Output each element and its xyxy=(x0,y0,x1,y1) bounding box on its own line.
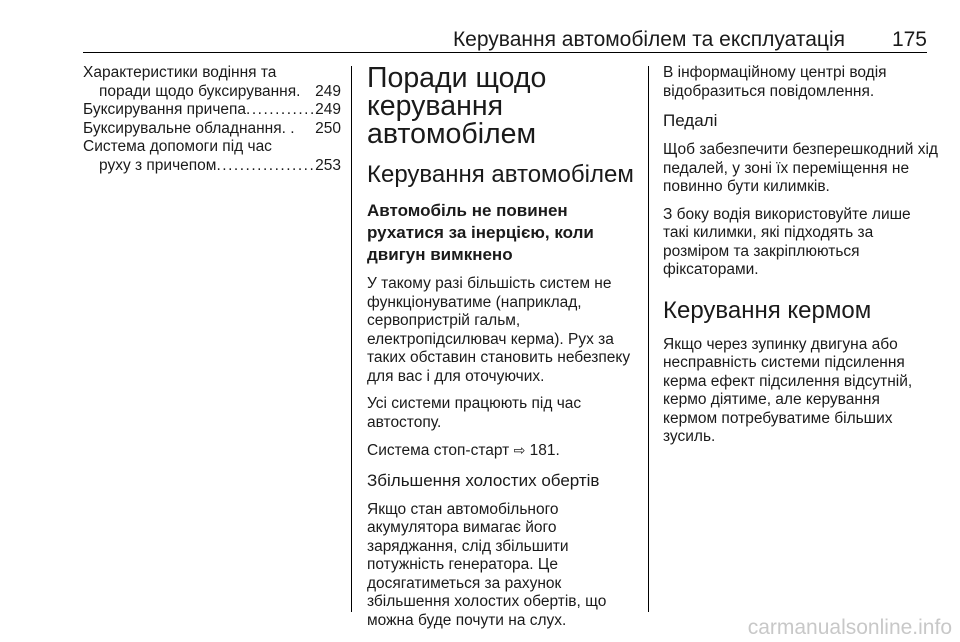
paragraph-autostop: Усі системи працюють під час автостопу. xyxy=(367,395,582,431)
toc-leader xyxy=(216,157,315,176)
toc-entry-title: Система допомоги під час xyxy=(83,138,272,155)
toc-entry-driving-tips[interactable] xyxy=(83,64,341,101)
stop-start-page-ref[interactable]: 181. xyxy=(529,442,560,459)
header-rule xyxy=(83,52,927,53)
heading-pedals: Педалі xyxy=(663,111,718,130)
column-divider-1 xyxy=(351,66,352,612)
paragraph-pedals-1: Щоб забезпечити безперешкодний хід педалей, у зоні їх переміщення не повинно бути килимків. xyxy=(663,141,938,195)
stop-start-text: Система стоп-старт xyxy=(367,442,510,459)
toc-entry-towing-equipment[interactable] xyxy=(83,120,341,139)
paragraph-idle-speed: Якщо стан автомобільного акумулятора вимагає його заряджання, слід збільшити потужність генератора. Це досягатиметься за рахунок збільшення холостих обертів, що можна буде почути на слух. xyxy=(367,500,607,629)
page-header xyxy=(83,22,927,52)
toc-entry-page: 249 xyxy=(315,82,341,100)
content-column-2 xyxy=(367,64,639,639)
section-title: Поради щодо керування автомобілем xyxy=(367,62,547,150)
paragraph-driver-info: В інформаційному центрі водія відобразиться повідомлення. xyxy=(663,64,887,100)
toc-entry-title: руху з причепом xyxy=(99,156,217,174)
toc-entry-title: Характеристики водіння та xyxy=(83,64,277,81)
heading-idle-speed: Збільшення холостих обертів xyxy=(367,470,600,490)
subsection-title: Керування автомобілем xyxy=(367,161,634,188)
toc-leader: . xyxy=(296,82,301,100)
toc-leader xyxy=(246,101,315,120)
page-reference-arrow-icon: ⇨ xyxy=(513,442,526,458)
toc-entry-trailer-assist[interactable] xyxy=(83,138,341,175)
toc-entry-page: 249 xyxy=(315,101,341,118)
toc-entry-title: Буксирувальне обладнання xyxy=(83,119,282,137)
column-divider-2 xyxy=(648,66,649,612)
watermark: carmanualsonline.info xyxy=(747,616,952,639)
paragraph-coasting: У такому разі більшість систем не функціонуватиме (наприклад, сервопристрій гальм, електропідсилювач керма). Рух за таких обставин становить небезпеку для вас і для оточуючих. xyxy=(367,275,631,385)
heading-coasting: Автомобіль не повинен рухатися за інерцією, коли двигун вимкнено xyxy=(367,201,594,264)
paragraph-steering: Якщо через зупинку двигуна або несправність системи підсилення керма ефект підсилення відсутній, кермо діятиме, але керування кермом потребуватиме більших зусиль. xyxy=(663,335,913,445)
toc-entry-trailer-towing[interactable] xyxy=(83,101,341,120)
page-number: 175 xyxy=(891,28,927,51)
toc-column xyxy=(83,64,341,175)
running-title: Керування автомобілем та експлуатація xyxy=(452,28,845,51)
toc-entry-title: Буксирування причепа xyxy=(83,101,247,118)
content-column-3 xyxy=(663,64,938,456)
toc-leader: . . xyxy=(281,119,295,137)
toc-entry-page: 250 xyxy=(315,119,341,137)
subsection-steering: Керування кермом xyxy=(663,296,872,324)
paragraph-stop-start xyxy=(367,441,639,461)
toc-entry-title: поради щодо буксирування xyxy=(99,82,297,100)
paragraph-pedals-2: З боку водія використовуйте лише такі килимки, які підходять за розміром та закріплюються фіксаторами. xyxy=(663,205,911,278)
toc-entry-page: 253 xyxy=(315,156,341,174)
